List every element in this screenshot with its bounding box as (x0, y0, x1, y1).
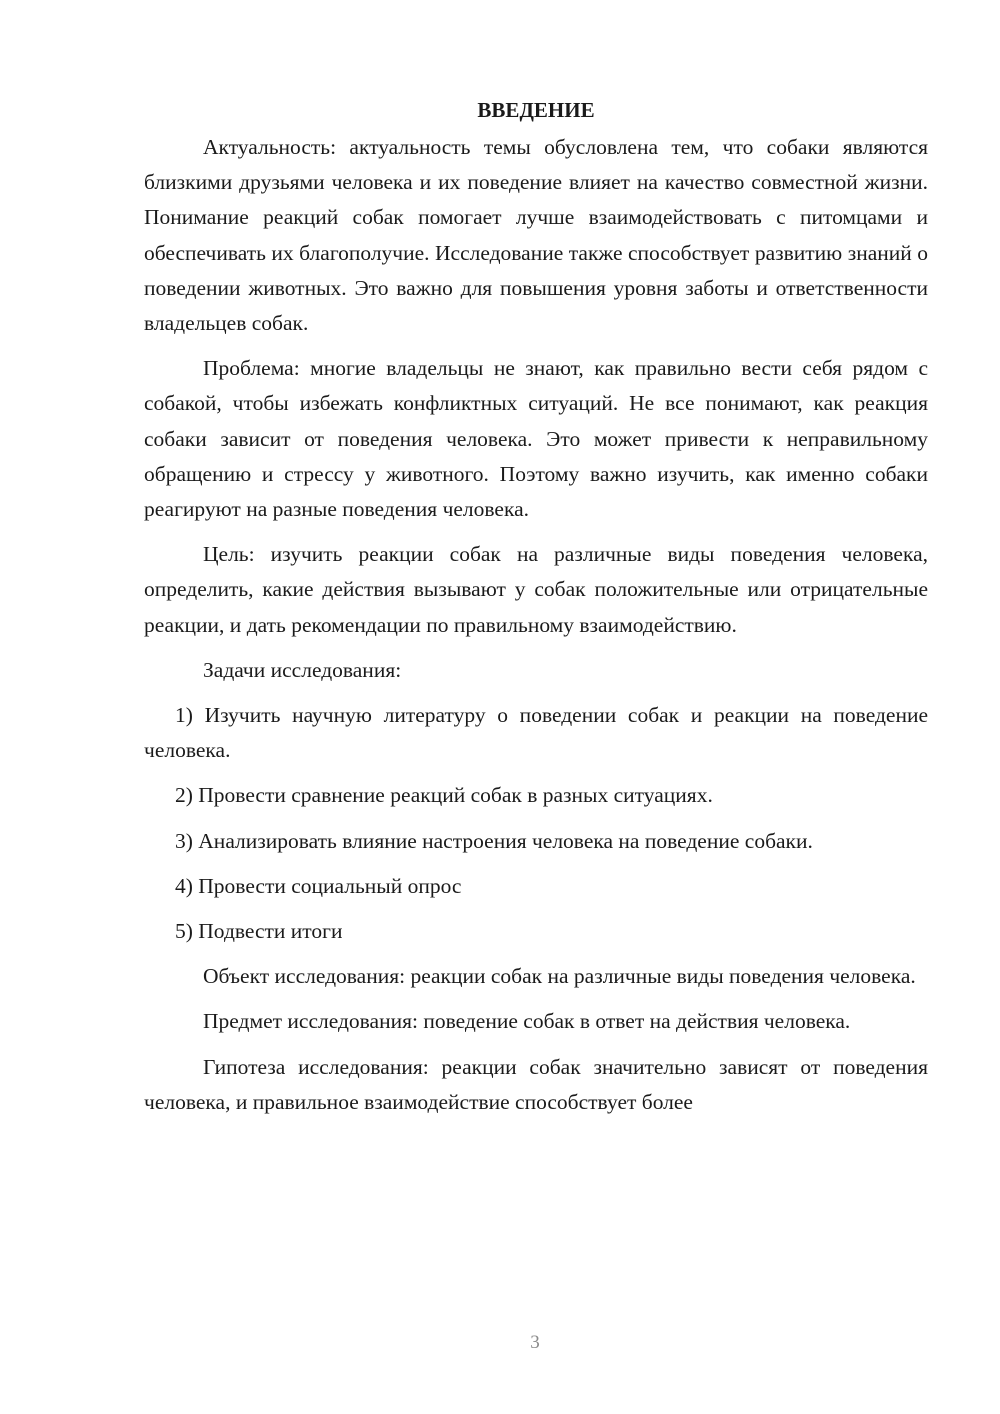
hypothesis-paragraph: Гипотеза исследования: реакции собак значительно зависят от поведения человека, и правильное взаимодействие способствует более (144, 1054, 928, 1114)
subject-paragraph: Предмет исследования: поведение собак в ответ на действия человека. (203, 1009, 851, 1034)
section-heading: ВВЕДЕНИЕ (477, 98, 595, 122)
problem-paragraph: Проблема: многие владельцы не знают, как правильно вести себя рядом с собакой, чтобы избежать конфликтных ситуаций. Не все понимают, как реакция собаки зависит от поведения человека. Это может привести к неправильному обращению и стрессу у животного. Поэтому важно изучить, как именно собаки реагируют на разные поведения человека. (144, 356, 928, 522)
page-number: 3 (530, 1332, 540, 1353)
tasks-title: Задачи исследования: (203, 657, 402, 682)
object-paragraph: Объект исследования: реакции собак на различные виды поведения человека. (203, 964, 916, 989)
goal-paragraph: Цель: изучить реакции собак на различные виды поведения человека, определить, какие действия вызывают у собак положительные или отрицательные реакции, и дать рекомендации по правильному взаимодействию. (144, 542, 928, 637)
task-item-3: 3) Анализировать влияние настроения человека на поведение собаки. (175, 828, 813, 853)
tasks-list (144, 698, 928, 949)
task-item-4: 4) Провести социальный опрос (175, 873, 462, 898)
relevance-paragraph: Актуальность: актуальность темы обусловлена тем, что собаки являются близкими друзьями человека и их поведение влияет на качество совместной жизни. Понимание реакций собак помогает лучше взаимодействовать с питомцами и обеспечивать их благополучие. Исследование также способствует развитию знаний о поведении животных. Это важно для повышения уровня заботы и ответственности владельцев собак. (144, 135, 928, 336)
task-item-2: 2) Провести сравнение реакций собак в разных ситуациях. (175, 783, 713, 808)
page-content (144, 92, 928, 1120)
task-item-1: 1) Изучить научную литературу о поведении собак и реакции на поведение человека. (144, 703, 928, 763)
task-item-5: 5) Подвести итоги (175, 919, 343, 944)
